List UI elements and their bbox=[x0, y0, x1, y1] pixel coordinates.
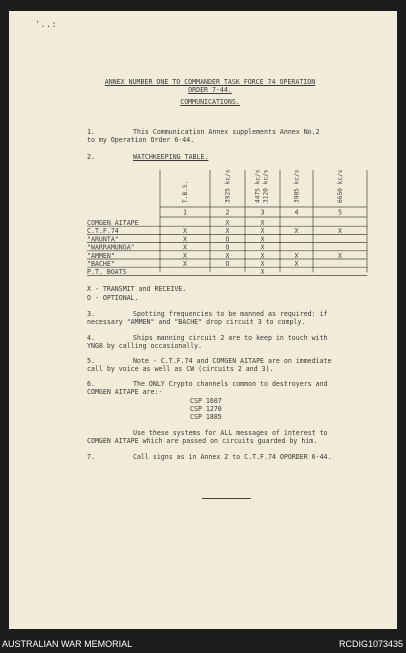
para-6-line-4: COMGEN AITAPE which are passed on circuits guarded by him. bbox=[87, 437, 318, 445]
paper-mark: '..: bbox=[35, 20, 57, 30]
table-cell-mark: X bbox=[225, 219, 230, 227]
table-row-label: COMGEN AITAPE bbox=[87, 219, 139, 227]
column-heading: 3905 kc/s bbox=[293, 169, 301, 203]
column-number: 4 bbox=[294, 208, 299, 217]
para-1-line-1: This Communication Annex supplements Annex No.2 bbox=[133, 128, 320, 136]
table-cell-mark: X bbox=[183, 251, 187, 260]
header-line-1: ANNEX NUMBER ONE TO COMMANDER TASK FORCE 74 OPERATION bbox=[104, 78, 316, 86]
column-heading: 3120 kc/s bbox=[262, 169, 270, 203]
table-cell-mark: X bbox=[260, 251, 265, 260]
table-cell-mark: X bbox=[260, 219, 265, 227]
legend-line-1: X - TRANSMIT and RECEIVE. bbox=[87, 285, 187, 293]
para-1-number: 1. bbox=[87, 128, 95, 136]
para-7-number: 7. bbox=[87, 453, 95, 461]
column-number: 3 bbox=[260, 208, 265, 217]
header-line-3: COMMUNICATIONS. bbox=[180, 98, 240, 106]
crypto-channel: CSP 1885 bbox=[190, 413, 222, 421]
crypto-channel: CSP 1270 bbox=[190, 405, 222, 413]
table-cell-mark: O bbox=[225, 260, 230, 268]
table-cell-mark: X bbox=[260, 235, 265, 244]
crypto-channel: CSP 1607 bbox=[190, 397, 222, 405]
table-cell-mark: X bbox=[294, 251, 299, 260]
table-cell-mark: X bbox=[183, 260, 187, 268]
column-number: 1 bbox=[183, 208, 187, 217]
table-cell-mark: O bbox=[225, 243, 230, 252]
table-cell-mark: X bbox=[294, 227, 299, 236]
para-2-number: 2. bbox=[87, 153, 95, 161]
para-4-line-1: Ships manning circuit 2 are to keep in touch with bbox=[133, 334, 328, 342]
table-cell-mark: X bbox=[260, 227, 265, 236]
table-cell-mark: X bbox=[183, 243, 187, 252]
para-3-line-2: necessary "AMMEN" and "BACHE" drop circuit 3 to comply. bbox=[87, 318, 306, 326]
table-cell-mark: X bbox=[260, 260, 265, 268]
para-6-line-1: The ONLY Crypto channels common to destroyers and bbox=[133, 380, 328, 388]
table-cell-mark: X bbox=[183, 235, 187, 244]
table-cell-mark: O bbox=[225, 235, 230, 244]
footer-institution: AUSTRALIAN WAR MEMORIAL bbox=[2, 639, 133, 649]
column-heading: 3925 kc/s bbox=[224, 169, 232, 203]
para-6-line-3: Use these systems for ALL messages of interest to bbox=[133, 429, 328, 437]
table-cell-mark: X bbox=[225, 227, 230, 236]
table-row-label: P.T. BOATS bbox=[87, 268, 127, 277]
closing-rule bbox=[202, 498, 251, 499]
para-5-line-1: Note - C.T.F.74 and COMGEN AITAPE are on immediate bbox=[133, 357, 332, 365]
table-row-label: "AMMEN" bbox=[87, 251, 115, 260]
footer-record-id: RCDIG1073435 bbox=[338, 639, 403, 649]
table-cell-mark: X bbox=[338, 227, 342, 236]
para-1-line-2: to my Operation Order 6-44. bbox=[87, 136, 195, 144]
watchkeeping-table-title: WATCHKEEPING TABLE. bbox=[133, 153, 209, 161]
column-number: 2 bbox=[225, 208, 230, 217]
column-heading: T.B.S. bbox=[182, 180, 189, 203]
table-cell-mark: X bbox=[338, 251, 342, 260]
table-row-label: "WARRAMUNGA" bbox=[87, 243, 135, 252]
para-4-line-2: YNG8 by calling occasionally. bbox=[87, 342, 203, 350]
para-5-line-2: call by voice as well as CW (circuits 2 and 3). bbox=[87, 365, 274, 373]
para-5-number: 5. bbox=[87, 357, 95, 365]
table-cell-mark: X bbox=[294, 260, 299, 268]
table-row-label: "ARUNTA" bbox=[87, 235, 119, 244]
para-7-line-1: Call signs as in Annex 2 to C.T.F.74 OPORDER 6-44. bbox=[133, 453, 332, 461]
column-number: 5 bbox=[338, 208, 342, 217]
para-3-number: 3. bbox=[87, 310, 95, 318]
legend-line-2: O - OPTIONAL. bbox=[87, 294, 139, 302]
table-cell-mark: X bbox=[260, 268, 265, 277]
column-heading: 4475 kc/s bbox=[254, 169, 262, 203]
table-cell-mark: X bbox=[260, 243, 265, 252]
table-cell-mark: X bbox=[225, 251, 230, 260]
table-cell-mark: X bbox=[183, 227, 187, 236]
header-line-2: ORDER 7-44. bbox=[188, 86, 232, 94]
para-3-line-1: Spotting frequencies to be manned as required: if bbox=[133, 310, 328, 318]
para-6-line-2: COMGEN AITAPE are:- bbox=[87, 388, 163, 396]
para-4-number: 4. bbox=[87, 334, 95, 342]
table-row-label: "BACHE" bbox=[87, 260, 115, 268]
column-heading: 6650 kc/s bbox=[337, 169, 344, 203]
table-row-label: C.T.F.74 bbox=[87, 227, 119, 236]
para-6-number: 6. bbox=[87, 380, 95, 388]
